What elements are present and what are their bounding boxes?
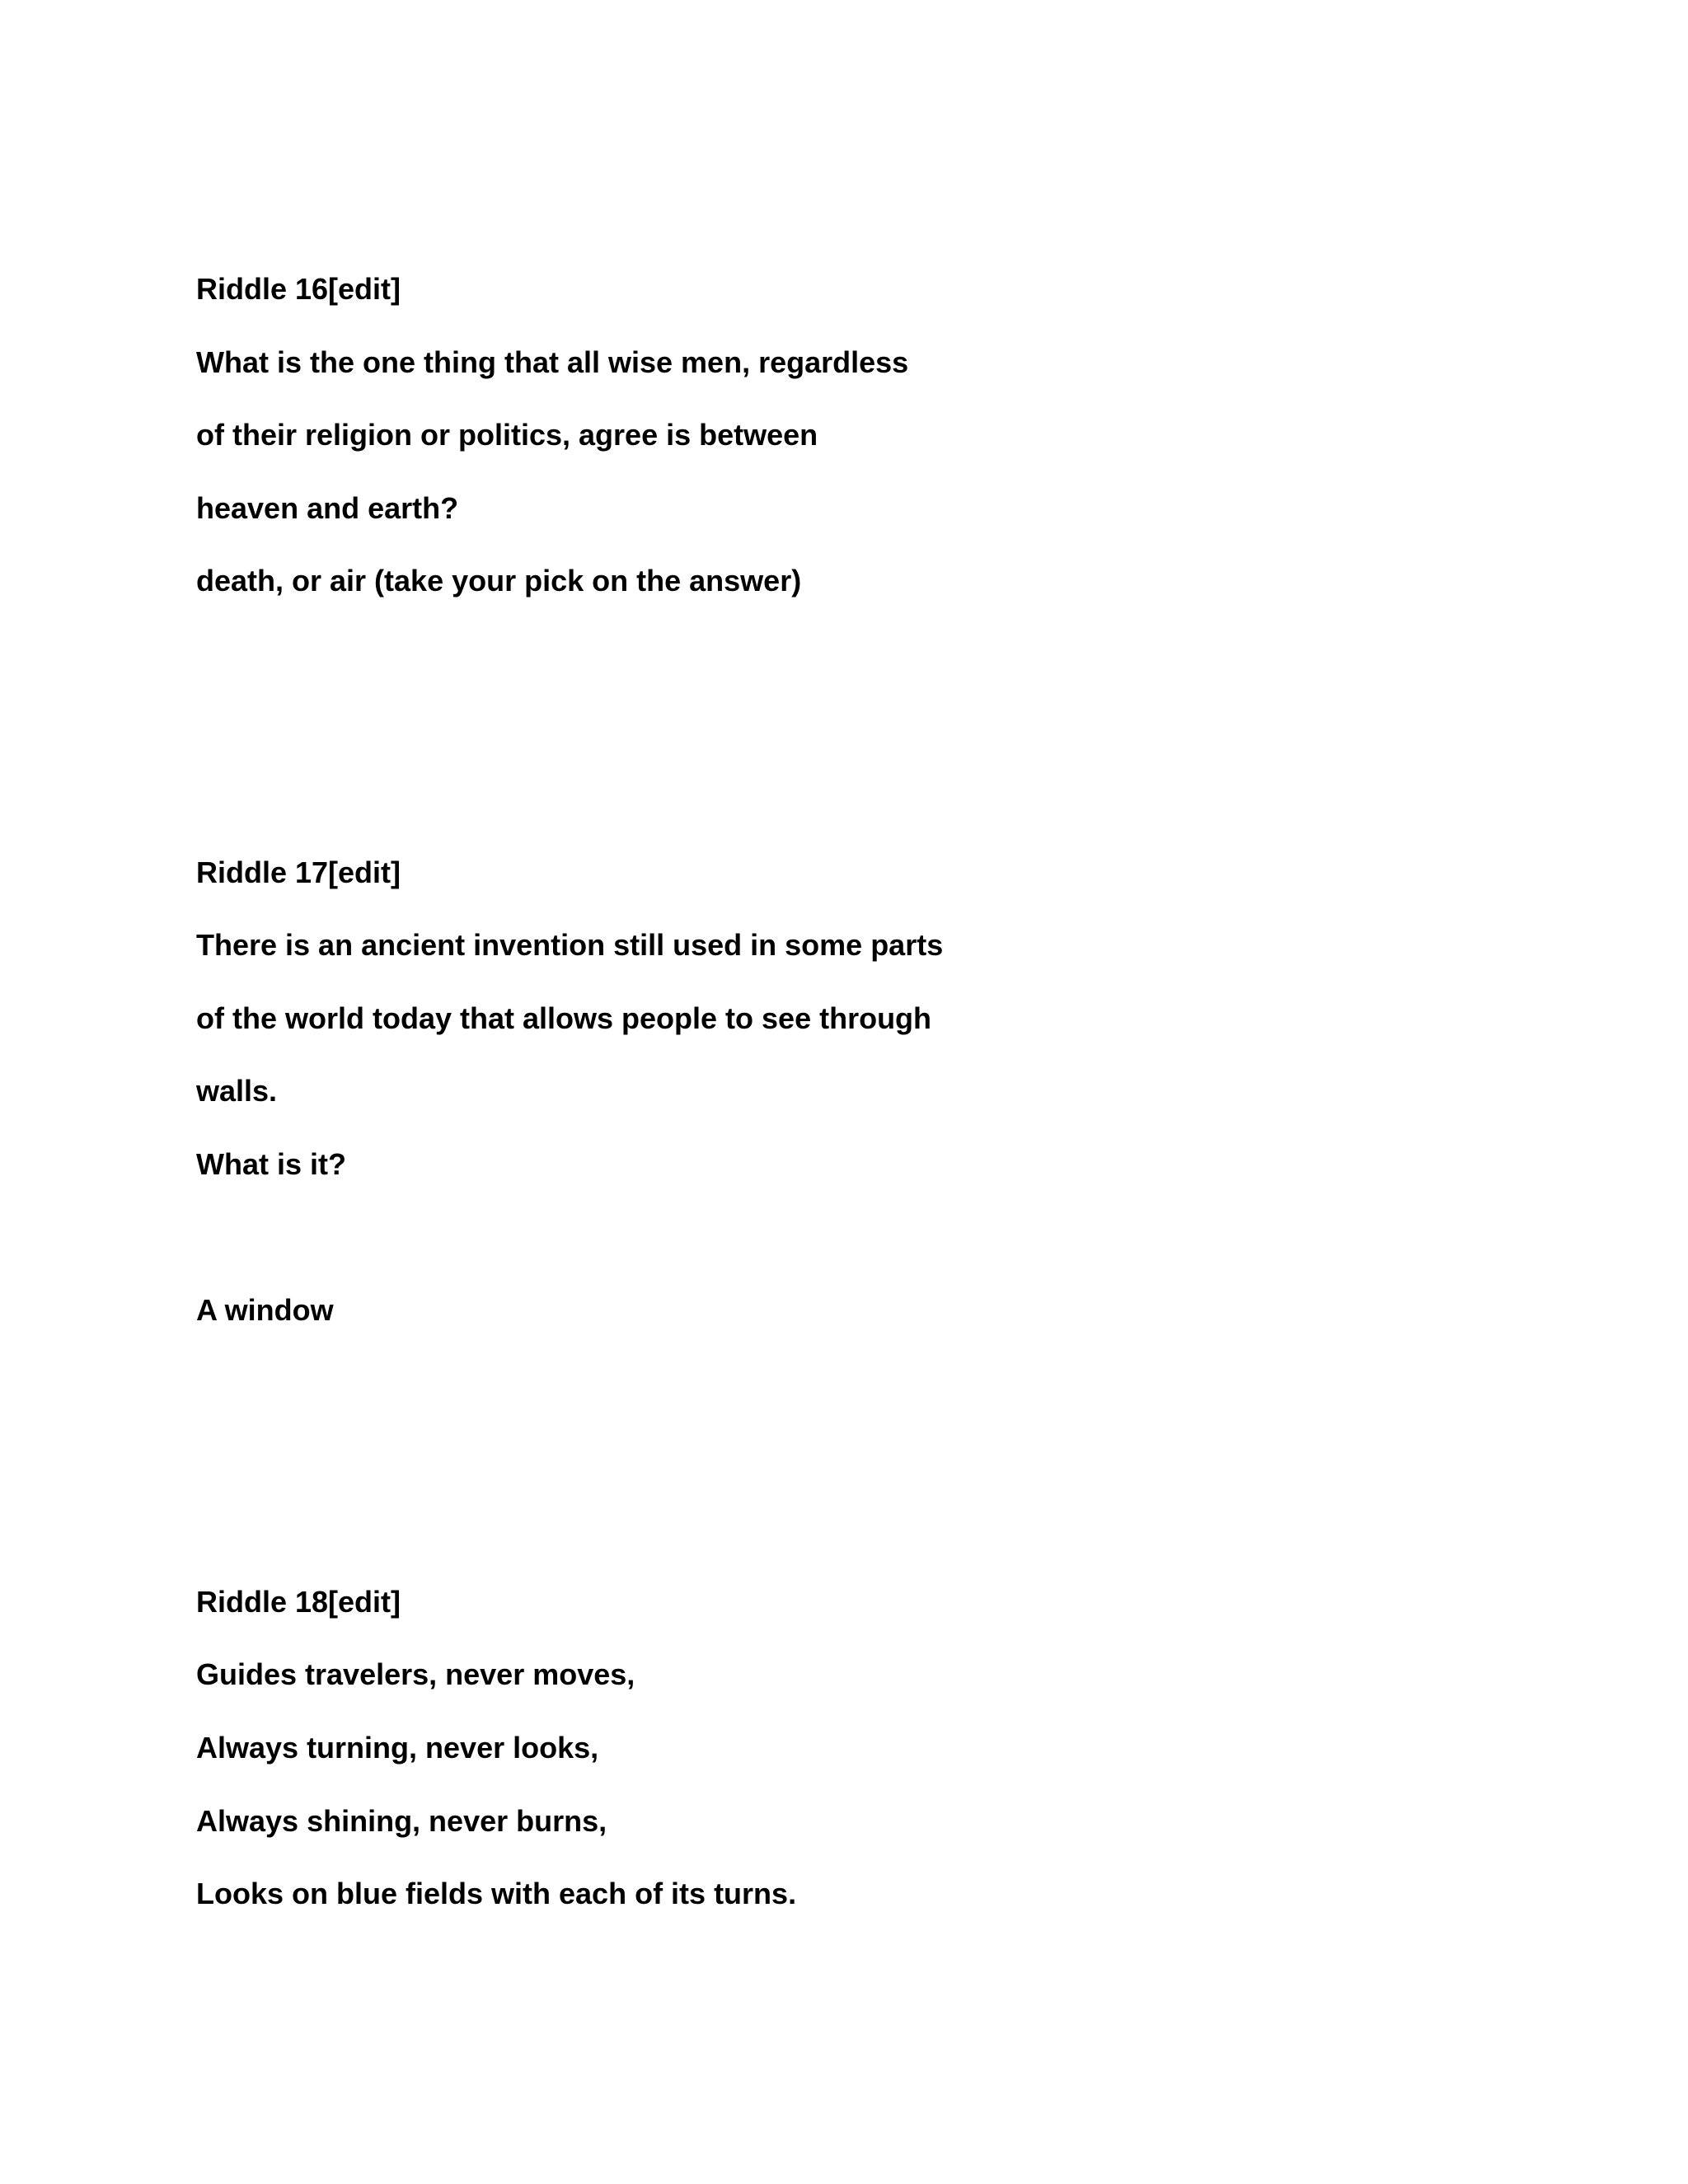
riddle-18-line-3: Always shining, never burns, xyxy=(196,1804,607,1838)
riddle-16-heading: Riddle 16[edit] xyxy=(196,272,401,306)
riddle-18-heading: Riddle 18[edit] xyxy=(196,1585,401,1619)
riddle-18-line-2: Always turning, never looks, xyxy=(196,1731,599,1765)
riddle-16-line-1: What is the one thing that all wise men, regardless xyxy=(196,345,909,379)
riddle-17-heading: Riddle 17[edit] xyxy=(196,855,401,889)
riddle-17-question: What is it? xyxy=(196,1147,346,1181)
riddle-17-line-3: walls. xyxy=(196,1074,278,1108)
riddle-16-answer: death, or air (take your pick on the answer) xyxy=(196,564,802,598)
riddle-16-line-2: of their religion or politics, agree is between xyxy=(196,418,818,452)
riddle-18-line-1: Guides travelers, never moves, xyxy=(196,1657,635,1691)
riddle-16-line-3: heaven and earth? xyxy=(196,491,459,525)
riddle-18-line-4: Looks on blue fields with each of its turns. xyxy=(196,1877,797,1910)
riddle-17-line-1: There is an ancient invention still used in some parts xyxy=(196,928,944,962)
riddle-17-answer: A window xyxy=(196,1293,334,1327)
riddle-17-line-2: of the world today that allows people to see through xyxy=(196,1001,932,1035)
